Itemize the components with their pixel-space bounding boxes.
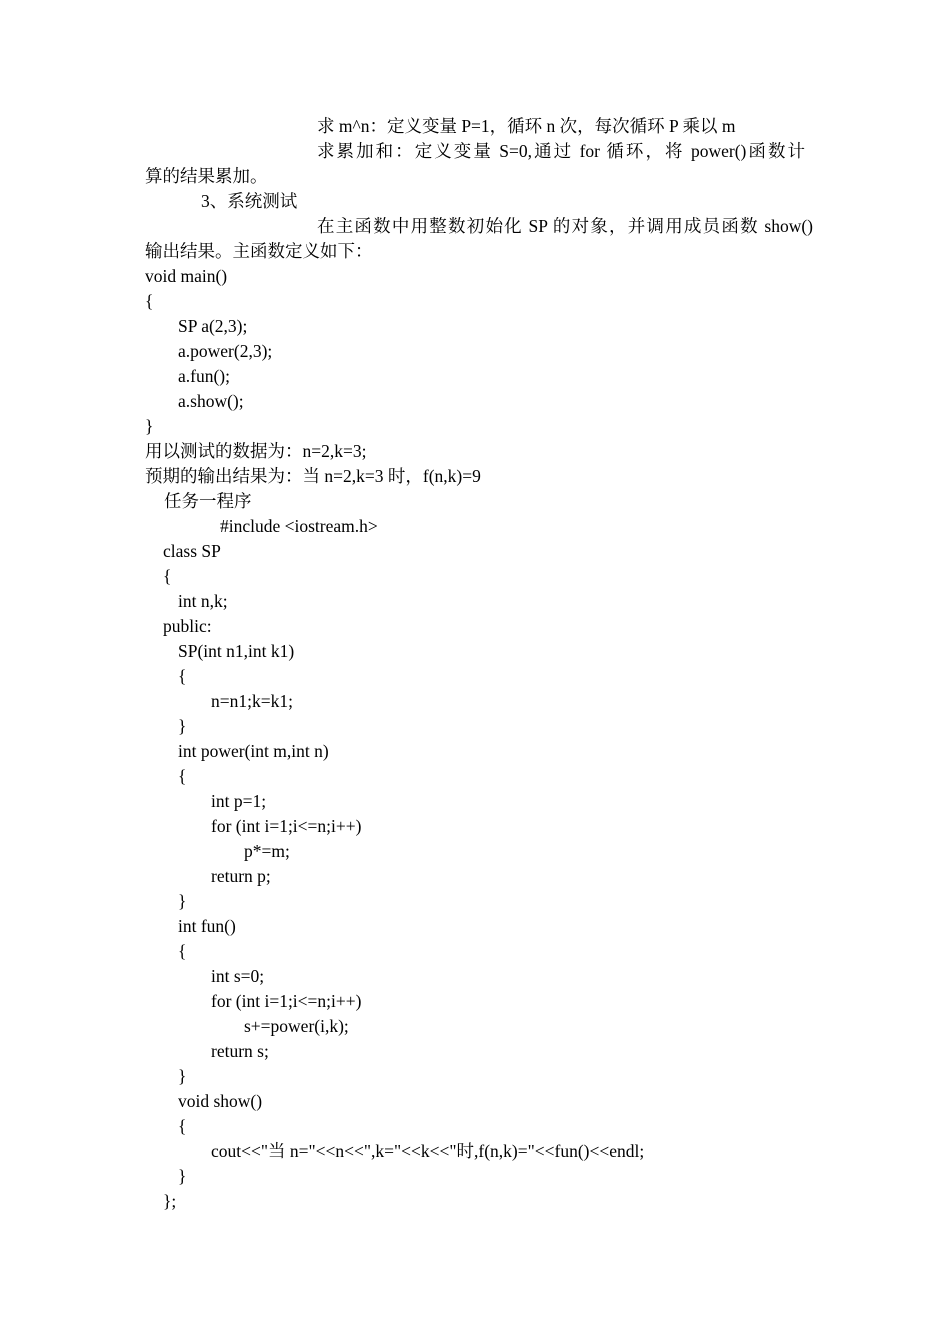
text-line-sum-description: 求累加和：定义变量 S=0,通过 for 循环，将 power()函数计 xyxy=(317,141,805,161)
code-line-power-open-brace: { xyxy=(178,766,187,786)
code-line-constructor-open-brace: { xyxy=(178,666,187,686)
code-line-show-signature: void show() xyxy=(178,1091,263,1111)
code-line-fun-accumulate: s+=power(i,k); xyxy=(244,1016,349,1036)
code-line-main-open-brace: { xyxy=(145,291,154,311)
code-line-power-return: return p; xyxy=(211,866,271,886)
code-line-show-output: cout<<"当 n="<<n<<",k="<<k<<"时,f(n,k)="<<fun()<<endl; xyxy=(211,1141,645,1161)
code-line-main-construct: SP a(2,3); xyxy=(178,316,248,336)
text-line-power-description: 求 m^n：定义变量 P=1，循环 n 次，每次循环 P 乘以 m xyxy=(317,116,736,136)
code-line-constructor-signature: SP(int n1,int k1) xyxy=(178,641,295,661)
section-heading-task-program: 任务一程序 xyxy=(164,491,252,511)
text-line-main-description-continued: 输出结果。主函数定义如下： xyxy=(145,241,373,261)
code-line-class-declaration: class SP xyxy=(163,541,221,561)
code-line-class-open-brace: { xyxy=(163,566,172,586)
section-heading-system-test: 3、系统测试 xyxy=(201,191,298,211)
text-line-test-data: 用以测试的数据为：n=2,k=3; xyxy=(145,441,367,461)
code-line-show-open-brace: { xyxy=(178,1116,187,1136)
code-line-show-close-brace: } xyxy=(178,1166,187,1186)
code-line-power-signature: int power(int m,int n) xyxy=(178,741,329,761)
code-line-fun-signature: int fun() xyxy=(178,916,236,936)
text-line-main-description: 在主函数中用整数初始化 SP 的对象，并调用成员函数 show() xyxy=(317,216,813,236)
code-line-main-fun-call: a.fun(); xyxy=(178,366,230,386)
code-line-fun-close-brace: } xyxy=(178,1066,187,1086)
code-line-main-close-brace: } xyxy=(145,416,154,436)
code-line-fun-return: return s; xyxy=(211,1041,269,1061)
code-line-include: #include <iostream.h> xyxy=(220,516,378,536)
code-line-main-power-call: a.power(2,3); xyxy=(178,341,273,361)
code-line-power-close-brace: } xyxy=(178,891,187,911)
code-line-main-signature: void main() xyxy=(145,266,228,286)
code-line-fun-open-brace: { xyxy=(178,941,187,961)
code-line-public-label: public: xyxy=(163,616,212,636)
code-line-class-close: }; xyxy=(163,1191,177,1211)
code-line-main-show-call: a.show(); xyxy=(178,391,244,411)
code-line-member-variables: int n,k; xyxy=(178,591,228,611)
text-line-sum-description-continued: 算的结果累加。 xyxy=(145,166,268,186)
code-line-constructor-close-brace: } xyxy=(178,716,187,736)
code-line-power-multiply: p*=m; xyxy=(244,841,290,861)
code-line-power-loop: for (int i=1;i<=n;i++) xyxy=(211,816,362,836)
code-line-power-init: int p=1; xyxy=(211,791,267,811)
code-line-constructor-body: n=n1;k=k1; xyxy=(211,691,293,711)
text-line-expected-output: 预期的输出结果为：当 n=2,k=3 时，f(n,k)=9 xyxy=(145,466,481,486)
code-line-fun-loop: for (int i=1;i<=n;i++) xyxy=(211,991,362,1011)
code-line-fun-init: int s=0; xyxy=(211,966,265,986)
